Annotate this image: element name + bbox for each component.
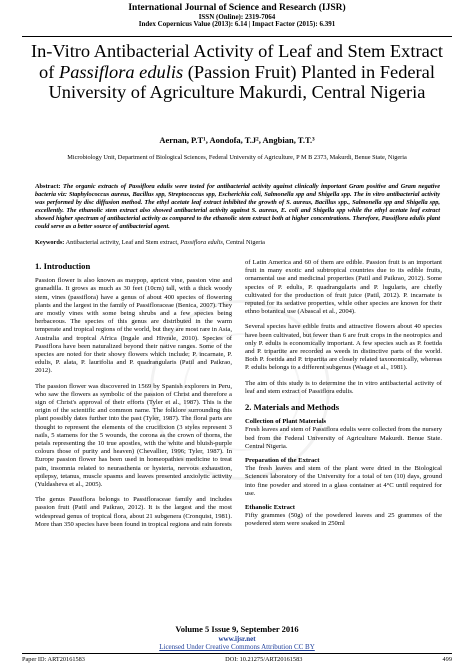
keywords-label: Keywords: (35, 239, 65, 246)
intro-paragraph-3: The genus Passiflora belongs to Passifloraceae family and includes passion fruit (Patil and Paikrao, 2012). It is the largest and the most widespread genus of tropical flora, about 21 subgenera (Cronquist, 1981). More than 350 species have been found in tropical regions and rain forests (35, 496, 232, 528)
journal-issn: ISSN (Online): 2319-7064 (198, 12, 276, 21)
intro-paragraph-1: Passion flower is also known as maypop, apricot vine, passion vine and granadilla. It grows as much as 30 feet (10cm) tall, with a thick woody stem, vines (passiflora) have a genus of about 400 species of flowering plants and the largest in the family of Passifloraceae (Benica, 2007). They are mostly vines with some being shrubs and a few species being herbaceous. The species of this genus are distributed in the warm temperate and tropical regions of the world, but they are most rare in Asia, Australia and tropical Africa (Ingale and Hivrale, 2010). Species of Passiflora have been naturalized beyond their native ranges. Some of the species are noted for their showy flowers which include; P. incarnate, P. edulis, P. alata, P. laurifolia and P. quadrangularis (Patil and Paikrao, 2012). (35, 277, 232, 375)
paper-authors: Aernan, P.T¹, Aondofa, T.J², Angbian, T.T.³ (159, 135, 315, 145)
study-aim-paragraph: The aim of this study is to determine the in vitro antibacterial activity of leaf and stem extract of Passiflora edulis. (245, 379, 442, 395)
footer-bottom-line (22, 656, 452, 663)
keywords-text: Antibacterial activity, Leaf and Stem extract, (64, 239, 181, 246)
footer-paper-id: Paper ID: ART20161583 (22, 656, 85, 663)
ethanolic-subheading: Ethanolic Extract (245, 504, 295, 512)
right-column (245, 259, 442, 535)
title-part-2: (Passion Fruit) Planted in Federal University of Agriculture Makurdi, Central Nigeria (48, 61, 435, 102)
footer-license-link[interactable]: Licensed Under Creative Commons Attribution CC BY (159, 642, 315, 651)
journal-name: International Journal of Science and Research (IJSR) (128, 3, 346, 13)
journal-header (0, 3, 474, 29)
title-species: Passiflora edulis (58, 61, 184, 82)
page-footer (0, 625, 474, 651)
footer-volume: Volume 5 Issue 9, September 2016 (175, 624, 299, 634)
ethanolic-paragraph: Fifty grammes (50g) of the powdered leaves and 25 grammes of the powdered stem were soaked in 250ml (245, 512, 442, 528)
abstract-label: Abstract: (35, 183, 61, 190)
preparation-paragraph: The fresh leaves and stem of the plant were dried in the Biological Sciences laboratory of the University for a total of ten (10) days, ground into fine powder and stored in a glass container at 4°C until required for use. (245, 465, 442, 497)
keywords (35, 239, 440, 247)
footer-doi: DOI: 10.21275/ART20161583 (225, 656, 303, 663)
abstract-text: The organic extracts of Passiflora edulis were tested for antibacterial activity against clinically important Gram positive and Gram negative bacteria viz: Staphylococcus aureus, Bacillus spp, Streptococcus spp, Escherichia coli, Salmonella spp and Shigella spp. The in vitro antibacterial activity was performed by disc diffusion method. The ethyl acetate leaf extract inhibited the growth of S. aureus, Bacillus spp., Salmonella spp and Shigella spp, excellently. The ethanolic stem extract also showed antibacterial activity against S. aureus, E. coli and Shigella spp while the ethyl acetate leaf extract showed higher spectrum of antibacterial activity as compared to the ethanolic stem extract both at higher concentrations. Therefore, Passiflora edulis plant could serve as a better source of antibacterial agent. (35, 183, 440, 231)
collection-paragraph: Fresh leaves and stem of Passiflora edulis were collected from the nursery bed from the Federal University of Agriculture Makurdi. Benue State. Central Nigeria. (245, 426, 442, 450)
collection-subheading: Collection of Plant Materials (245, 418, 327, 426)
left-column (35, 259, 232, 536)
header-divider (22, 36, 452, 37)
abstract (35, 183, 440, 232)
footer-page-number: 499 (442, 656, 452, 663)
methods-heading: 2. Materials and Methods (245, 402, 340, 413)
keywords-tail: , Central Nigeria (222, 239, 265, 246)
journal-impact-factors: Index Copernicus Value (2013): 6.14 | Impact Factor (2015): 6.391 (138, 20, 336, 29)
preparation-subheading: Preparation of the Extract (245, 457, 320, 465)
intro-paragraph-2: The passion flower was discovered in 1569 by Spanish explorers in Peru, who saw the flowers as symbolic of the passion of Christ and therefore a sign of Christ's approval of their efforts (Tyler et al., 1987). This is the origin of the scientific and common name. The folklore surrounding this plant possibly dates further into the past (Tyler, 1987). The floral parts are thought to represent the elements of the crucifixion (3 styles represent 3 nails, 5 stamens for the 5 wounds, the corona as the crown of thorns, the petals representing the 10 true apostles, with the white and bluish-purple colours those of purity and heaven) (Chevallier, 1996; Tyler, 1987). In Europe passion flower has been used in homeopathies medicine to treat pain, insomnia related to neurasthenia or hysteria, nervous exhaustion, epilepsy, tetanus, muscle spasms and leaves presented anxiolytic activity (Yuldasheva et al., 2005). (35, 382, 232, 489)
intro-paragraph-4: of Latin America and 60 of them are edible. Passion fruit is an important fruit in many exotic and subtropical countries due to its edible fruits, ornamental use and medicinal properties (Patil and Paikrao, 2012). Some species of P. edulis, P. quadrangularis and P. lugularis, are chiefly cultivated for the production of fruit juice (Patil, 2012). P. incarnate is reputed for its sedative properties, while other species are known for their ethno botanical use (Abascal et al., 2004). (245, 259, 442, 316)
footer-journal-link[interactable]: www.ijsr.net (218, 634, 256, 643)
keywords-species: Passiflora edulis (180, 239, 223, 246)
introduction-heading: 1. Introduction (35, 261, 91, 271)
author-affiliation: Microbiology Unit, Department of Biological Sciences, Federal University of Agriculture, P M B 2373, Makurdi, Benue State, Nigeria (67, 154, 407, 161)
intro-paragraph-5: Several species have edible fruits and attractive flowers about 40 species have been cultivated, but fewer than 6 are fruit crops in the neotropics and only P. edulis is economically important. A few species such as P. foetida and P. tripartite are recorded as weeds in distinctive parts of the world. Both P. foetida and P. tripartita are closely related taxonomically, whereas P. edulis belongs to a different subgenus (Waage et al., 1981). (245, 323, 442, 372)
title-part-1: In-Vitro Antibacterial Activity of Leaf and Stem Extract of (30, 41, 444, 82)
paper-title (24, 41, 450, 103)
footer-divider (22, 653, 452, 654)
